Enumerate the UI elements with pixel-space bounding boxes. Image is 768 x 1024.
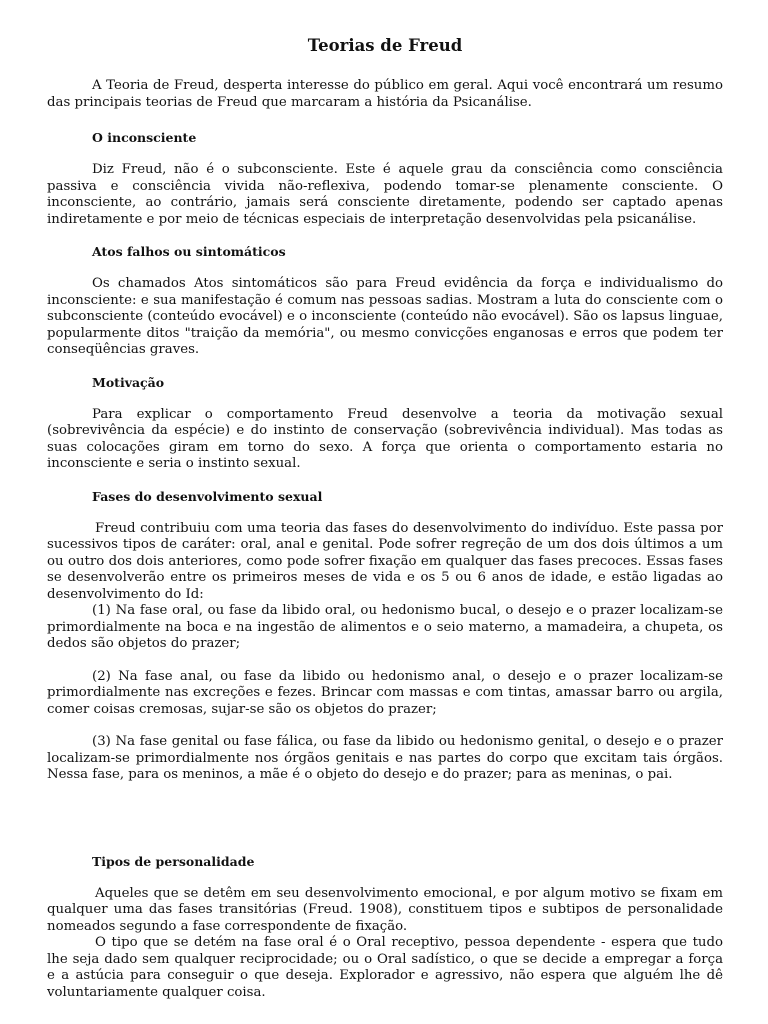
paragraph-inconsciente: Diz Freud, não é o subconsciente. Este é aquele grau da consciência como consciência passiva e consciência vivida não-reflexiva, podendo tomar-se plenamente consciente. O inconsciente, ao contrário, jamais será consciente diretamente, podendo ser captado apenas indiretamente e por meio de técnicas especiais de interpretação desenvolvidas pela psicanálise. <box>47 162 723 227</box>
paragraph-motivacao: Para explicar o comportamento Freud desenvolve a teoria da motivação sexual (sobrevivência da espécie) e do instinto de conservação (sobrevivência individual). Mas todas as suas colocações giram em torno do sexo. A força que orienta o comportamento estaria no inconsciente e seria o instinto sexual. <box>47 406 723 471</box>
paragraph-fase-anal: (2) Na fase anal, ou fase da libido ou hedonismo anal, o desejo e o prazer localizam-se primordialmente nas excreções e fezes. Brincar com massas e com tintas, amassar barro ou argila, comer coisas cremosas, sujar-se são os objetos do prazer; <box>47 668 723 717</box>
paragraph-tipos-intro: Aqueles que se detêm em seu desenvolvimento emocional, e por algum motivo se fixam em qualquer uma das fases transitórias (Freud. 1908), constituem tipos e subtipos de personalidade nomeados segundo a fase correspondente de fixação. <box>47 885 723 934</box>
document-page <box>47 36 723 1001</box>
section-heading-motivacao: Motivação <box>92 374 165 390</box>
section-heading-fases: Fases do desenvolvimento sexual <box>92 488 323 504</box>
paragraph-fase-genital: (3) Na fase genital ou fase fálica, ou fase da libido ou hedonismo genital, o desejo e o prazer localizam-se primordialmente nos órgãos genitais e nas partes do corpo que excitam tais órgãos. Nessa fase, para os meninos, a mãe é o objeto do desejo e do prazer; para as meninas, o pai. <box>47 734 723 782</box>
paragraph-fase-oral: (1) Na fase oral, ou fase da libido oral, ou hedonismo bucal, o desejo e o prazer localizam-se primordialmente na boca e na ingestão de alimentos e o seio materno, a mamadeira, a chupeta, os dedos são objetos do prazer; <box>47 603 723 651</box>
paragraph-tipo-oral: O tipo que se detém na fase oral é o Oral receptivo, pessoa dependente - espera que tudo lhe seja dado sem qualquer reciprocidade; ou o Oral sadístico, o que se decide a empregar a força e a astúcia para conseguir o que deseja. Explorador e agressivo, não espera que alguém lhe dê voluntariamente qualquer coisa. <box>47 935 723 1000</box>
intro-paragraph: A Teoria de Freud, desperta interesse do público em geral. Aqui você encontrará um resumo das principais teorias de Freud que marcaram a história da Psicanálise. <box>47 78 723 110</box>
document-title: Teorias de Freud <box>307 36 463 55</box>
paragraph-fases-intro: Freud contribuiu com uma teoria das fases do desenvolvimento do indivíduo. Este passa por sucessivos tipos de caráter: oral, anal e genital. Pode sofrer regreção de um dos dois últimos a um ou outro dos dois anteriores, como pode sofrer fixação em qualquer das fases precoces. Essas fases se desenvolverão entre os primeiros meses de vida e os 5 ou 6 anos de idade, e estão ligadas ao desenvolvimento do Id: <box>47 520 723 602</box>
section-heading-inconsciente: O inconsciente <box>92 130 197 145</box>
section-heading-tipos-personalidade: Tipos de personalidade <box>92 853 255 869</box>
paragraph-atos-falhos: Os chamados Atos sintomáticos são para Freud evidência da força e individualismo do inconsciente: e sua manifestação é comum nas pessoas sadias. Mostram a luta do consciente com o subconsciente (conteúdo evocável) e o inconsciente (conteúdo não evocável). São os lapsus linguae, popularmente ditos "traição da memória", ou mesmo convicções enganosas e erros que podem ter conseqüências graves. <box>47 276 723 357</box>
section-heading-atos-falhos: Atos falhos ou sintomáticos <box>92 244 286 259</box>
